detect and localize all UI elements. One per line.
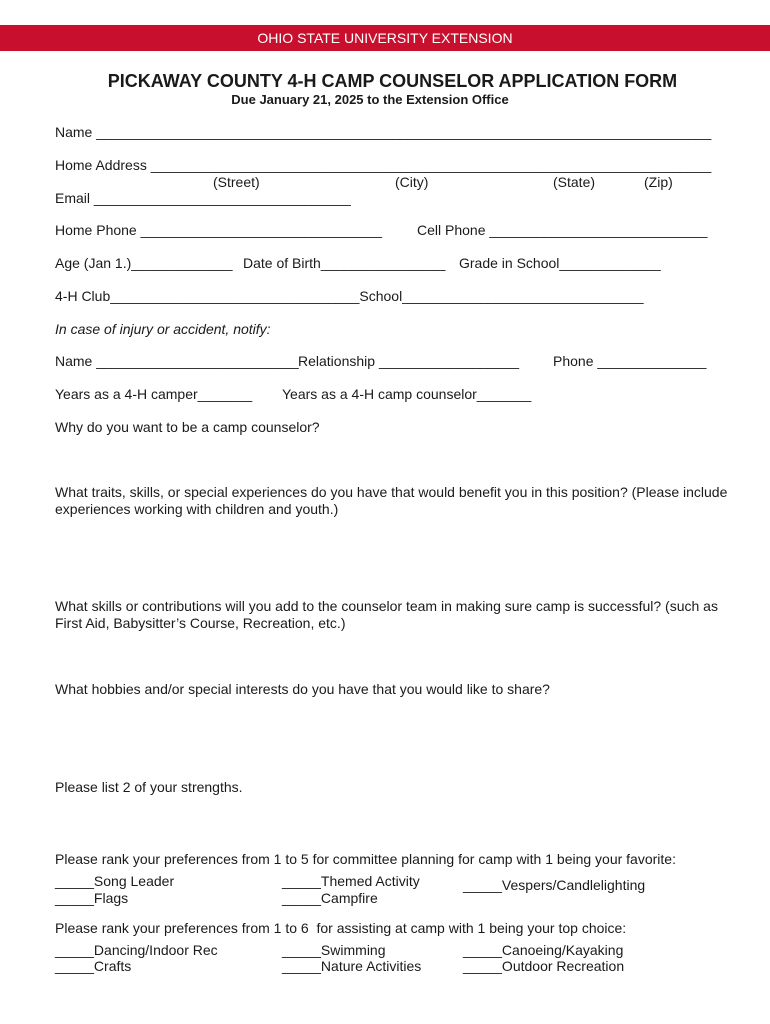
grade-field[interactable]: Grade in School_____________ <box>459 255 661 271</box>
assisting-heading: Please rank your preferences from 1 to 6 for assisting at camp with 1 being your top choice: <box>55 920 627 936</box>
name-field[interactable]: Name _______________________________________________________________________________ <box>55 124 712 140</box>
pref-canoeing[interactable]: _____Canoeing/Kayaking <box>463 942 624 958</box>
due-date: Due January 21, 2025 to the Extension Office <box>231 92 509 107</box>
zip-caption: (Zip) <box>644 174 673 190</box>
form-title: PICKAWAY COUNTY 4-H CAMP COUNSELOR APPLICATION FORM <box>107 71 678 91</box>
question-hobbies: What hobbies and/or special interests do you have that you would like to share? <box>55 681 550 697</box>
state-caption: (State) <box>553 174 596 190</box>
pref-outdoor[interactable]: _____Outdoor Recreation <box>463 958 625 974</box>
pref-nature[interactable]: _____Nature Activities <box>282 958 422 974</box>
pref-swimming[interactable]: _____Swimming <box>282 942 386 958</box>
emergency-heading: In case of injury or accident, notify: <box>55 321 271 337</box>
pref-dancing[interactable]: _____Dancing/Indoor Rec <box>55 942 218 958</box>
extension-banner: OHIO STATE UNIVERSITY EXTENSION <box>0 25 770 51</box>
cell-phone-field[interactable]: Cell Phone ____________________________ <box>417 222 708 238</box>
home-address-field[interactable]: Home Address ________________________________________________________________________ <box>55 157 712 173</box>
pref-flags[interactable]: _____Flags <box>55 890 129 906</box>
club-school-field[interactable]: 4-H Club________________________________School_______________________________ <box>55 288 644 304</box>
pref-crafts[interactable]: _____Crafts <box>55 958 132 974</box>
question-skills: What skills or contributions will you add to the counselor team in making sure camp is successful? (such as First Aid, Babysitter’s Course, Recreation, etc.) <box>55 598 718 631</box>
pref-vespers[interactable]: _____Vespers/Candlelighting <box>463 877 646 893</box>
pref-campfire[interactable]: _____Campfire <box>282 890 378 906</box>
city-caption: (City) <box>395 174 429 190</box>
street-caption: (Street) <box>213 174 260 190</box>
relationship-field[interactable]: Relationship __________________ <box>298 353 520 369</box>
years-counselor-field[interactable]: Years as a 4-H camp counselor_______ <box>282 386 532 402</box>
emergency-name-field[interactable]: Name __________________________ <box>55 353 299 369</box>
emergency-phone-field[interactable]: Phone ______________ <box>553 353 707 369</box>
years-camper-field[interactable]: Years as a 4-H camper_______ <box>55 386 253 402</box>
date-of-birth-field[interactable]: Date of Birth________________ <box>243 255 446 271</box>
committee-heading: Please rank your preferences from 1 to 5 for committee planning for camp with 1 being your favorite: <box>55 851 676 867</box>
question-traits: What traits, skills, or special experiences do you have that would benefit you in this position? (Please include experiences working with children and youth.) <box>55 484 728 517</box>
question-strengths: Please list 2 of your strengths. <box>55 779 243 795</box>
home-phone-field[interactable]: Home Phone _______________________________ <box>55 222 382 238</box>
pref-song-leader[interactable]: _____Song Leader <box>55 873 175 889</box>
age-field[interactable]: Age (Jan 1.)_____________ <box>55 255 233 271</box>
email-field[interactable]: Email _________________________________ <box>55 190 351 206</box>
question-why-counselor: Why do you want to be a camp counselor? <box>55 419 320 435</box>
pref-themed-activity[interactable]: _____Themed Activity <box>282 873 420 889</box>
